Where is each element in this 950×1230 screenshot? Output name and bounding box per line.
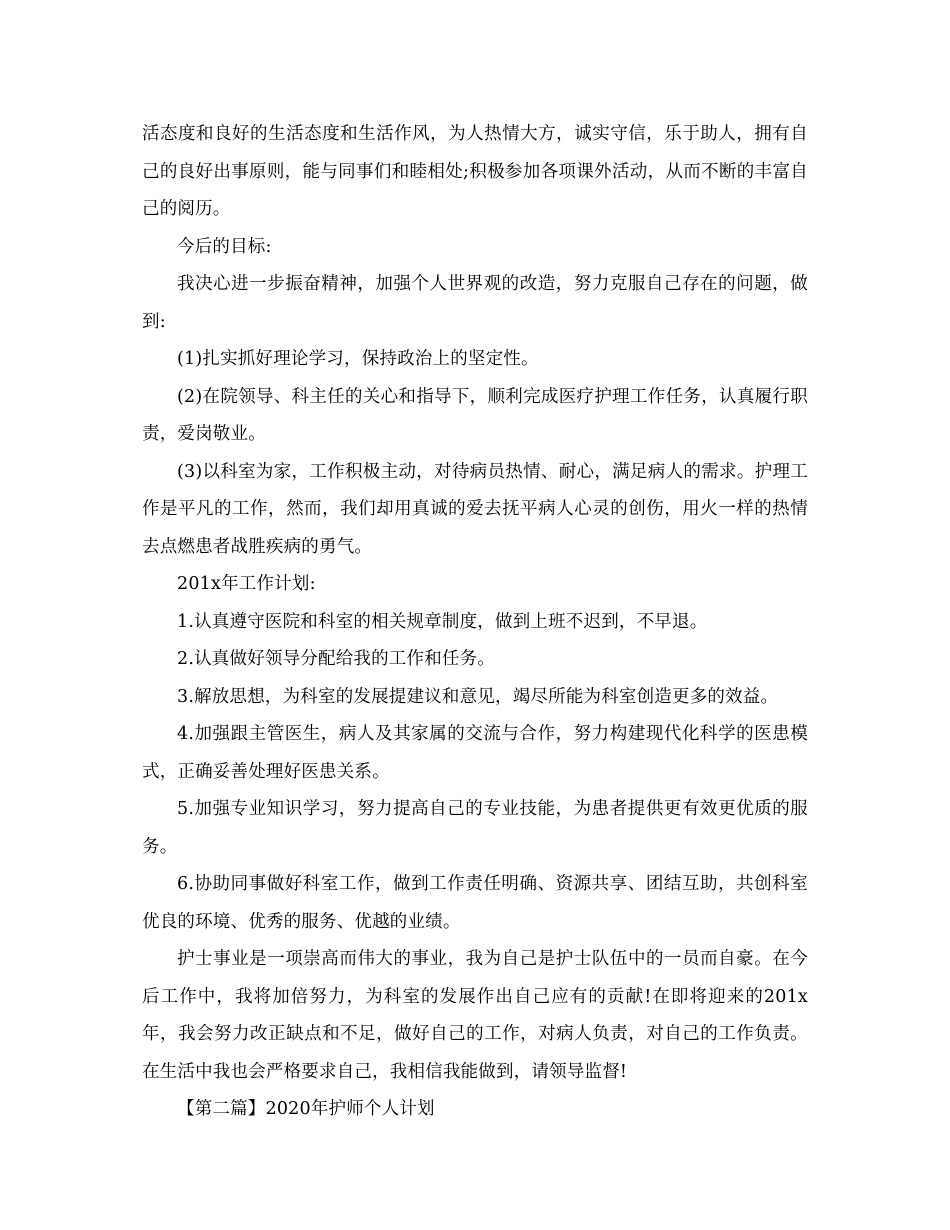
list-item-goal-3: (3)以科室为家，工作积极主动，对待病员热情、耐心，满足病人的需求。护理工作是平凡的工作，然而，我们却用真诚的爱去抚平病人心灵的创伤，用火一样的热情去点燃患者战胜疾病的勇气。 [142,461,808,557]
list-item-plan-2: 2.认真做好领导分配给我的工作和任务。 [177,649,495,669]
document-body [142,116,808,1129]
heading-future-goals: 今后的目标: [177,236,272,257]
section-heading-second-article: 【第二篇】2020年护师个人计划 [177,1099,435,1119]
heading-work-plan: 201x年工作计划: [177,574,316,594]
paragraph-resolve: 我决心进一步振奋精神，加强个人世界观的改造，努力克服自己存在的问题，做到: [142,274,808,332]
paragraph-life-attitude: 活态度和良好的生活态度和生活作风，为人热情大方，诚实守信，乐于助人，拥有自己的良好出事原则，能与同事们和睦相处;积极参加各项课外活动，从而不断的丰富自己的阅历。 [142,124,808,219]
paragraph-conclusion: 护士事业是一项崇高而伟大的事业，我为自己是护士队伍中的一员而自豪。在今后工作中，我将加倍努力，为科室的发展作出自己应有的贡献!在即将迎来的201x年，我会努力改正缺点和不足，做好自己的工作，对病人负责，对自己的工作负责。在生活中我也会严格要求自己，我相信我能做到，请领导监督! [142,949,808,1082]
list-item-plan-1: 1.认真遵守医院和科室的相关规章制度，做到上班不迟到，不早退。 [177,611,708,632]
list-item-plan-3: 3.解放思想，为科室的发展提建议和意见，竭尽所能为科室创造更多的效益。 [177,686,779,707]
list-item-goal-2: (2)在院领导、科主任的关心和指导下，顺利完成医疗护理工作任务，认真履行职责，爱岗敬业。 [142,386,808,444]
list-item-plan-6: 6.协助同事做好科室工作，做到工作责任明确、资源共享、团结互助，共创科室优良的环境、优秀的服务、优越的业绩。 [142,874,808,932]
list-item-plan-4: 4.加强跟主管医生，病人及其家属的交流与合作，努力构建现代化科学的医患模式，正确妥善处理好医患关系。 [142,724,808,782]
list-item-goal-1: (1)扎实抓好理论学习，保持政治上的坚定性。 [177,349,539,369]
list-item-plan-5: 5.加强专业知识学习，努力提高自己的专业技能，为患者提供更有效更优质的服务。 [142,799,808,857]
